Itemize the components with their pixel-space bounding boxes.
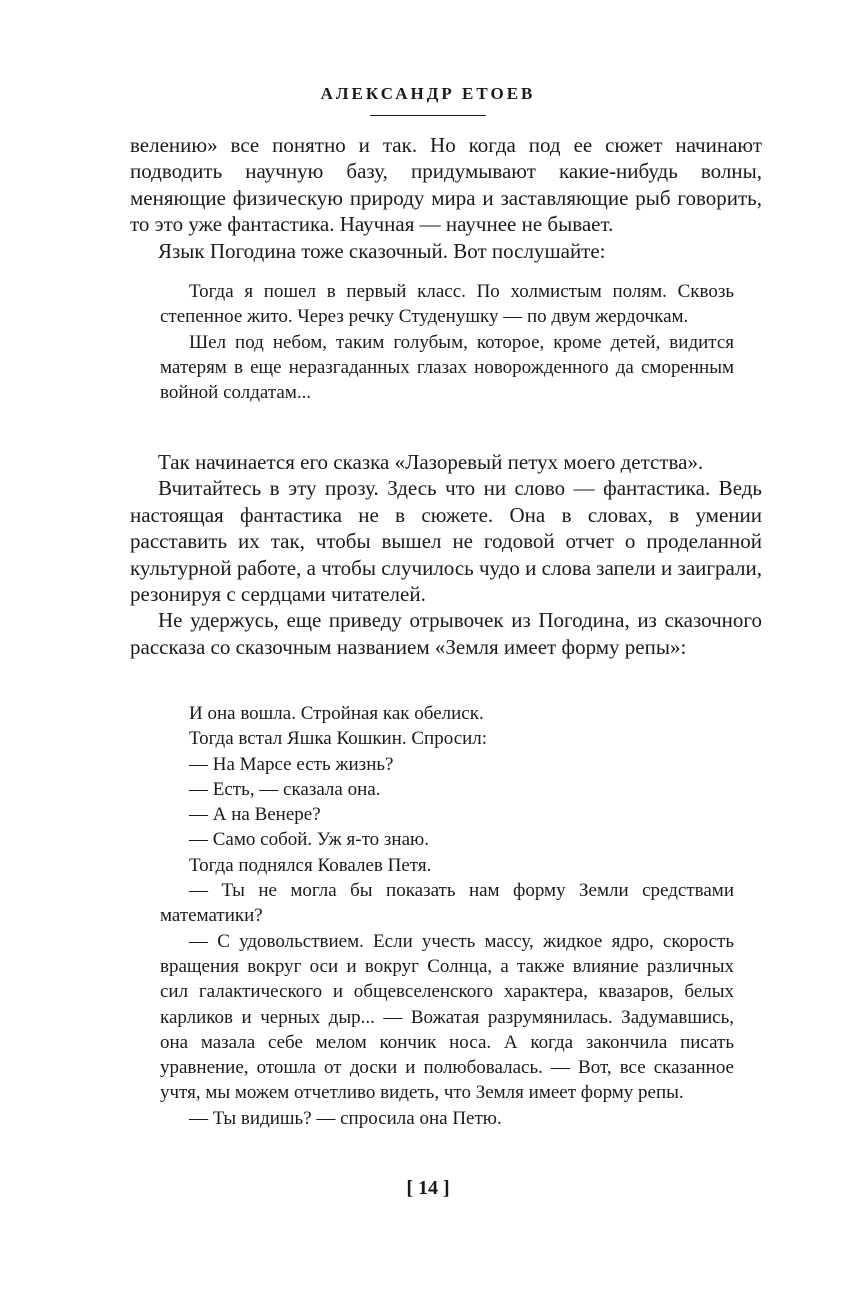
quote-paragraph: Тогда я пошел в первый класс. По холмистым полям. Сквозь степенное жито. Через речку Студенушку — по двум жердочкам.: [160, 281, 734, 328]
quotation-2: [160, 701, 734, 1131]
text-block-2: [130, 449, 762, 660]
quote-paragraph: Шел под небом, таким голубым, которое, кроме детей, видится матерям в еще неразгаданных глазах новорожденного да сморенным войной солдатам...: [160, 331, 734, 404]
text-block-1: [130, 132, 762, 264]
page-number: [ 14 ]: [406, 1177, 450, 1199]
quote-line: — Ты видишь? — спросила она Петю.: [189, 1107, 502, 1129]
quote-line: — Само собой. Уж я-то знаю.: [189, 829, 429, 851]
quote-line: — Ты не могла бы показать нам форму Земли средствами математики?: [160, 880, 734, 927]
paragraph: велению» все понятно и так. Но когда под ее сюжет начинают подводить научную базу, придумывают какие-нибудь волны, меняющие физическую природу мира и заставляющие рыб говорить, то это уже фантастика. Научная — научнее не бывает.: [130, 133, 762, 237]
quotation-1: [160, 279, 734, 405]
quote-line: И она вошла. Стройная как обелиск.: [189, 703, 484, 724]
quote-line: — С удовольствием. Если учесть массу, жидкое ядро, скорость вращения вокруг оси и вокруг Солнца, а также влияние различных сил галактического и общевселенского характера, квазаров, белых карликов и черных дыр... — Вожатая разрумянилась. Задумавшись, она мазала себе мелом кончик носа. А когда закончила писать уравнение, отошла от доски и полюбовалась. — Вот, все сказанное учтя, мы можем отчетливо видеть, что Земля имеет форму репы.: [160, 930, 734, 1104]
quote-line: Тогда поднялся Ковалев Петя.: [189, 854, 432, 876]
quote-line: — Есть, — сказала она.: [189, 778, 381, 800]
header-rule: [370, 115, 486, 116]
quote-line: — На Марсе есть жизнь?: [189, 753, 394, 775]
quote-line: — А на Венере?: [189, 804, 321, 826]
quote-line: Тогда встал Яшка Кошкин. Спросил:: [189, 728, 488, 750]
paragraph: Не удержусь, еще приведу отрывочек из Погодина, из сказочного рассказа со сказочным названием «Земля имеет форму репы»:: [130, 608, 762, 659]
paragraph: Вчитайтесь в эту прозу. Здесь что ни слово — фантастика. Ведь настоящая фантастика не в сюжете. Она в словах, в умении расставить их так, чтобы вышел не годовой отчет о проделанной культурной работе, а чтобы случилось чудо и слова запели и заиграли, резонируя с сердцами читателей.: [130, 476, 762, 607]
running-header: АЛЕКСАНДР ЕТОЕВ: [320, 84, 536, 103]
paragraph: Язык Погодина тоже сказочный. Вот послушайте:: [158, 238, 606, 263]
paragraph: Так начинается его сказка «Лазоревый петух моего детства».: [158, 450, 704, 474]
